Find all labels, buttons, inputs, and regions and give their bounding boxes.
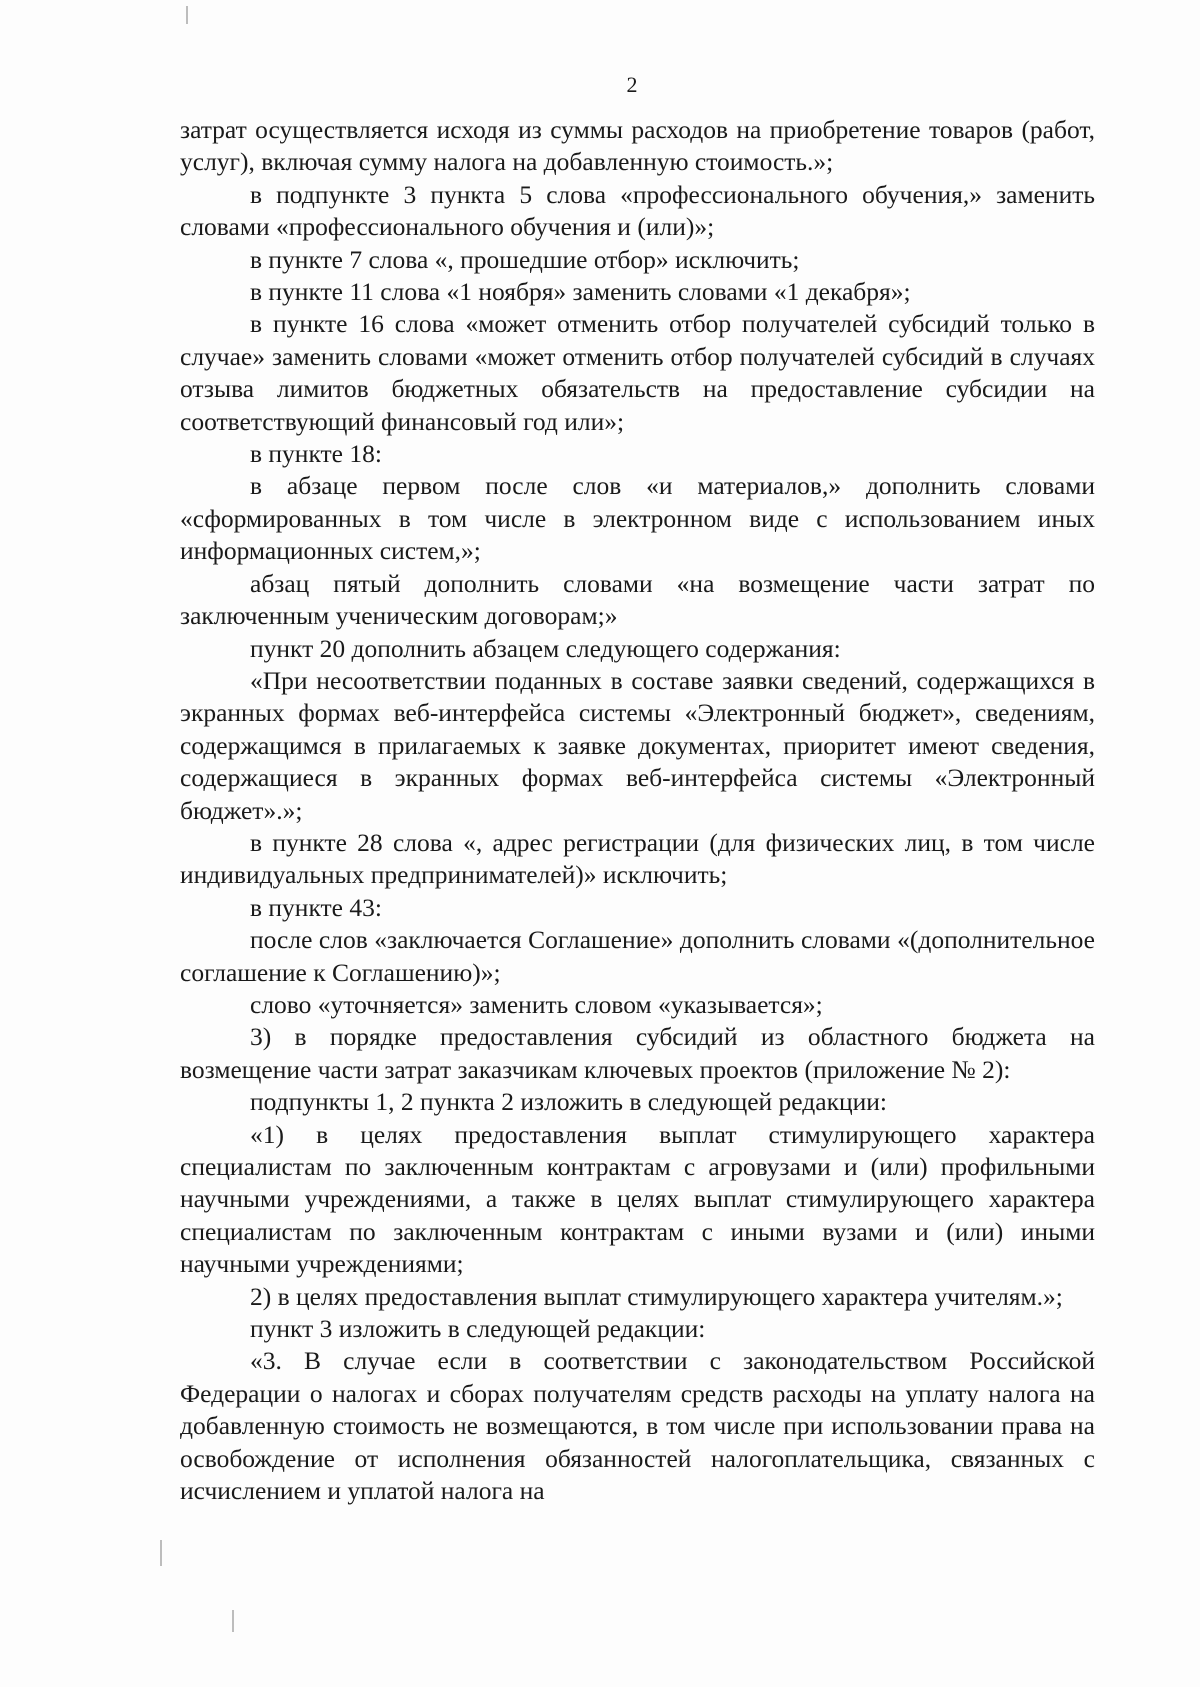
paragraph: после слов «заключается Соглашение» дополнить словами «(дополнительное соглашение к Соглашению)»; — [180, 925, 1095, 987]
scan-artifact-bottom — [232, 1610, 234, 1632]
paragraph: в пункте 28 слова «, адрес регистрации (для физических лиц, в том числе индивидуальных предпринимателей)» исключить; — [180, 827, 1095, 890]
paragraph: затрат осуществляется исходя из суммы расходов на приобретение товаров (работ, услуг), включая сумму налога на добавленную стоимость.»; — [180, 115, 1095, 177]
paragraph: слово «уточняется» заменить словом «указывается»; — [250, 989, 823, 1019]
paragraph: пункт 20 дополнить абзацем следующего содержания: — [250, 633, 841, 663]
document-body — [180, 114, 1095, 1507]
paragraph: «При несоответствии поданных в составе заявки сведений, содержащихся в экранных формах веб-интерфейса системы «Электронный бюджет», сведениям, содержащимся в прилагаемых к заявке документах, приоритет имеют сведения, содержащиеся в экранных формах веб-интерфейса системы «Электронный бюджет».»; — [180, 665, 1095, 825]
paragraph: в подпункте 3 пункта 5 слова «профессионального обучения,» заменить словами «профессионального обучения и (или)»; — [180, 179, 1095, 242]
page-number: 2 — [626, 72, 638, 97]
paragraph: в пункте 16 слова «может отменить отбор получателей субсидий только в случае» заменить словами «может отменить отбор получателей субсидий в случаях отзыва лимитов бюджетных обязательств на предоставление субсидии на соответствующий финансовый год или»; — [180, 309, 1095, 436]
paragraph: в пункте 7 слова «, прошедшие отбор» исключить; — [250, 244, 800, 274]
paragraph: в пункте 11 слова «1 ноября» заменить словами «1 декабря»; — [250, 277, 911, 307]
scan-artifact-top — [186, 6, 188, 24]
paragraph: в абзаце первом после слов «и материалов,» дополнить словами «сформированных в том числе в электронном виде с использованием иных информационных систем,»; — [180, 471, 1095, 566]
paragraph: абзац пятый дополнить словами «на возмещение части затрат по заключенным ученическим договорам;» — [180, 568, 1095, 631]
paragraph: подпункты 1, 2 пункта 2 изложить в следующей редакции: — [250, 1087, 887, 1117]
paragraph: «3. В случае если в соответствии с законодательством Российской Федерации о налогах и сборах получателям средств расходы на уплату налога на добавленную стоимость не возмещаются, в том числе при использовании права на освобождение от исполнения обязанностей налогоплательщика, связанных с исчислением и уплатой налога на — [180, 1346, 1095, 1506]
paragraph: пункт 3 изложить в следующей редакции: — [250, 1314, 706, 1344]
paragraph: в пункте 18: — [250, 439, 382, 469]
scan-artifact-left — [160, 1540, 162, 1566]
paragraph: «1) в целях предоставления выплат стимулирующего характера специалистам по заключенным контрактам с агровузами и (или) профильными научными учреждениями, а также в целях выплат стимулирующего характера специалистам по заключенным контрактам с иными вузами и (или) иными научными учреждениями; — [180, 1119, 1095, 1279]
paragraph: в пункте 43: — [250, 892, 382, 922]
paragraph: 3) в порядке предоставления субсидий из областного бюджета на возмещение части затрат заказчикам ключевых проектов (приложение № 2): — [180, 1022, 1095, 1084]
paragraph: 2) в целях предоставления выплат стимулирующего характера учителям.»; — [250, 1281, 1063, 1311]
